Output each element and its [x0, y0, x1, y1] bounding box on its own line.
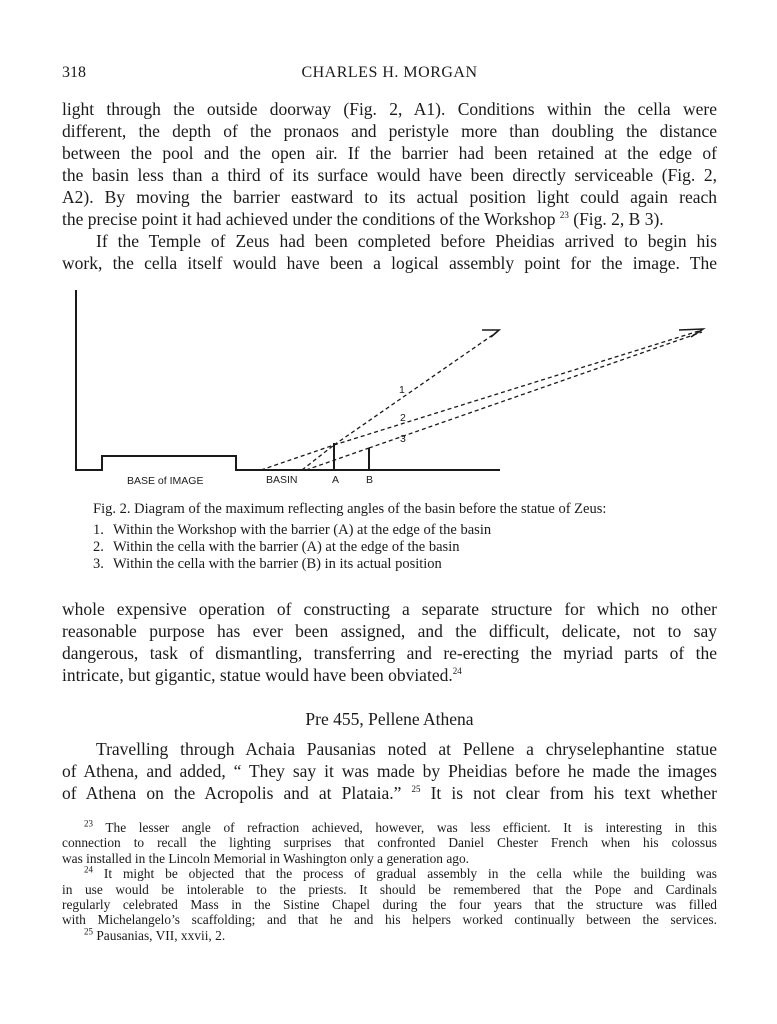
text-segment: the precise point it had achieved under the conditions of the Workshop — [62, 209, 556, 229]
text-line: the basin less than a third of its surface would have been directly serviceable (Fig. 2, — [62, 165, 717, 185]
caption-item — [93, 539, 723, 556]
text-segment: It is not clear from his text whether — [430, 783, 717, 803]
text-line: reasonable purpose has ever been assigned, and the difficult, delicate, not to say — [62, 621, 717, 641]
figure-2-diagram — [62, 290, 712, 490]
paragraph-3 — [62, 598, 717, 686]
caption-item — [93, 556, 723, 573]
text-line — [62, 782, 717, 804]
diagram-ground-line — [76, 290, 500, 470]
caption-item-number: 1. — [93, 522, 104, 538]
label-basin: BASIN — [266, 474, 298, 486]
footnote-number: 24 — [84, 864, 93, 875]
text-line: between the pool and the open air. If the barrier had been retained at the edge of — [62, 143, 717, 163]
footnote-line: was installed in the Lincoln Memorial in Washington only a generation ago. — [62, 850, 470, 866]
text-segment: of Athena on the Acropolis and at Plataia.” — [62, 783, 402, 803]
caption-item-text: Within the Workshop with the barrier (A) at the edge of the basin — [113, 522, 492, 538]
footnote-line: in use would be intolerable to the priests. It should be remembered that the Pope and Cardinals — [62, 881, 717, 897]
text-line — [62, 208, 717, 230]
text-segment: intricate, but gigantic, statue would have been obviated. — [62, 665, 453, 685]
paragraph-2 — [62, 230, 717, 274]
footnote-ref-25[interactable]: 25 — [411, 784, 421, 795]
text-line: whole expensive operation of constructing a separate structure for which no other — [62, 599, 717, 619]
caption-item-text: Within the cella with the barrier (B) in its actual position — [113, 556, 442, 572]
label-b: B — [366, 474, 374, 486]
caption-item-text: Within the cella with the barrier (A) at the edge of the basin — [113, 539, 460, 555]
footnote-ref-24[interactable]: 24 — [452, 666, 462, 677]
footnote-number: 25 — [84, 926, 93, 937]
footnote-line: regularly celebrated Mass in the Sistine Chapel during the four years that the structure was filled — [62, 897, 717, 913]
footnote-text: The lesser angle of refraction achieved, however, was less efficient. It is interesting in this — [105, 820, 717, 835]
page-number: 318 — [62, 64, 86, 81]
footnote-ref-23[interactable]: 23 — [559, 210, 569, 221]
caption-item-number: 2. — [93, 539, 104, 555]
text-line: Travelling through Achaia Pausanias noted at Pellene a chryselephantine statue — [96, 739, 717, 759]
text-line: If the Temple of Zeus had been completed before Pheidias arrived to begin his — [96, 231, 717, 251]
caption-item — [93, 522, 723, 539]
figure-caption — [93, 501, 723, 573]
text-line: dangerous, task of dismantling, transferring and re-erecting the myriad parts of the — [62, 643, 717, 663]
text-segment: (Fig. 2, B 3). — [573, 209, 664, 229]
page-header — [62, 64, 717, 86]
footnotes — [62, 820, 717, 943]
label-ray-2: 2 — [400, 412, 406, 424]
label-ray-3: 3 — [400, 433, 406, 445]
footnote-line — [62, 866, 717, 881]
ray-2-line — [334, 330, 702, 445]
paragraph-4 — [62, 738, 717, 804]
footnote-number: 23 — [84, 818, 93, 829]
label-base-of-image: BASE of IMAGE — [127, 475, 204, 487]
text-line: different, the depth of the pronaos and peristyle more than doubling the distance — [62, 121, 717, 141]
ray-1-line — [261, 445, 334, 470]
label-a: A — [332, 474, 340, 486]
footnote-text: Pausanias, VII, xxvii, 2. — [96, 927, 226, 943]
text-line: of Athena, and added, “ They say it was made by Pheidias before he made the images — [62, 761, 717, 781]
footnote-text: It might be objected that the process of gradual assembly in the cella while the building was — [103, 866, 717, 882]
footnote-23 — [62, 820, 717, 866]
footnote-25 — [62, 928, 717, 943]
footnote-line — [62, 820, 717, 835]
caption-item-number: 3. — [93, 556, 104, 572]
text-line — [62, 664, 717, 686]
label-ray-1: 1 — [399, 384, 405, 396]
footnote-line — [62, 928, 717, 943]
ray-3-line — [369, 332, 702, 448]
caption-title: Fig. 2. Diagram of the maximum reflecting angles of the basin before the statue of Zeus: — [93, 501, 607, 517]
ray-2-line — [302, 445, 334, 470]
footnote-line: connection to recall the lighting surprises that confronted Daniel Chester French when his colossus — [62, 835, 717, 851]
caption-list — [93, 522, 723, 573]
ray-1-line — [334, 332, 497, 445]
footnote-24 — [62, 866, 717, 928]
section-heading: Pre 455, Pellene Athena — [305, 709, 474, 729]
text-line: work, the cella itself would have been a logical assembly point for the image. The — [62, 253, 717, 273]
paragraph-1 — [62, 98, 717, 230]
text-line: light through the outside doorway (Fig. 2, A1). Conditions within the cella were — [62, 99, 717, 119]
running-head: CHARLES H. MORGAN — [301, 64, 478, 81]
footnote-line: with Michelangelo’s scaffolding; and that he and his helpers worked continually between the services. — [62, 912, 717, 928]
text-line: A2). By moving the barrier eastward to its actual position light could again reach — [62, 187, 717, 207]
